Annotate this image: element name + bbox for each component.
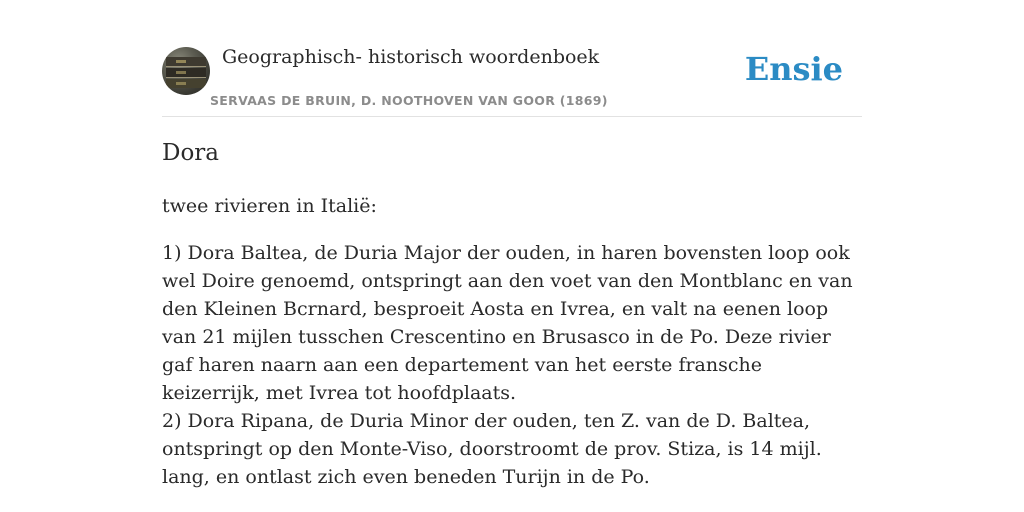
entry-title: Dora xyxy=(162,140,219,166)
entry-intro: twee rivieren in Italië: xyxy=(162,195,377,217)
entry-content xyxy=(162,192,862,491)
book-header xyxy=(162,44,862,117)
book-stack-photo-icon xyxy=(162,47,210,95)
book-cover-avatar[interactable] xyxy=(162,47,210,95)
book-title[interactable]: Geographisch- historisch woordenboek xyxy=(222,46,600,68)
entry-item-1: 1) Dora Baltea, de Duria Major der ouden, in haren bovensten loop ook wel Doire genoemd, ontspringt aan den voet van den Montblanc en van den Kleinen Bcrnard, besproeit Aosta en Ivrea, en valt na eenen loop van 21 mijlen tusschen Crescentino en Brusasco in de Po. Deze rivier gaf haren naarn aan een departement van het eerste fransche keizerrijk, met Ivrea tot hoofdplaats. xyxy=(162,242,853,404)
entry-item-2: 2) Dora Ripana, de Duria Minor der ouden, ten Z. van de D. Baltea, ontspringt op den Monte-Viso, doorstroomt de prov. Stiza, is 14 mijl. lang, en ontlast zich even beneden Turijn in de Po. xyxy=(162,410,822,488)
brand-logo-link[interactable]: Ensie xyxy=(744,50,843,88)
book-authors-year: SERVAAS DE BRUIN, D. NOOTHOVEN VAN GOOR (1869) xyxy=(210,93,608,108)
